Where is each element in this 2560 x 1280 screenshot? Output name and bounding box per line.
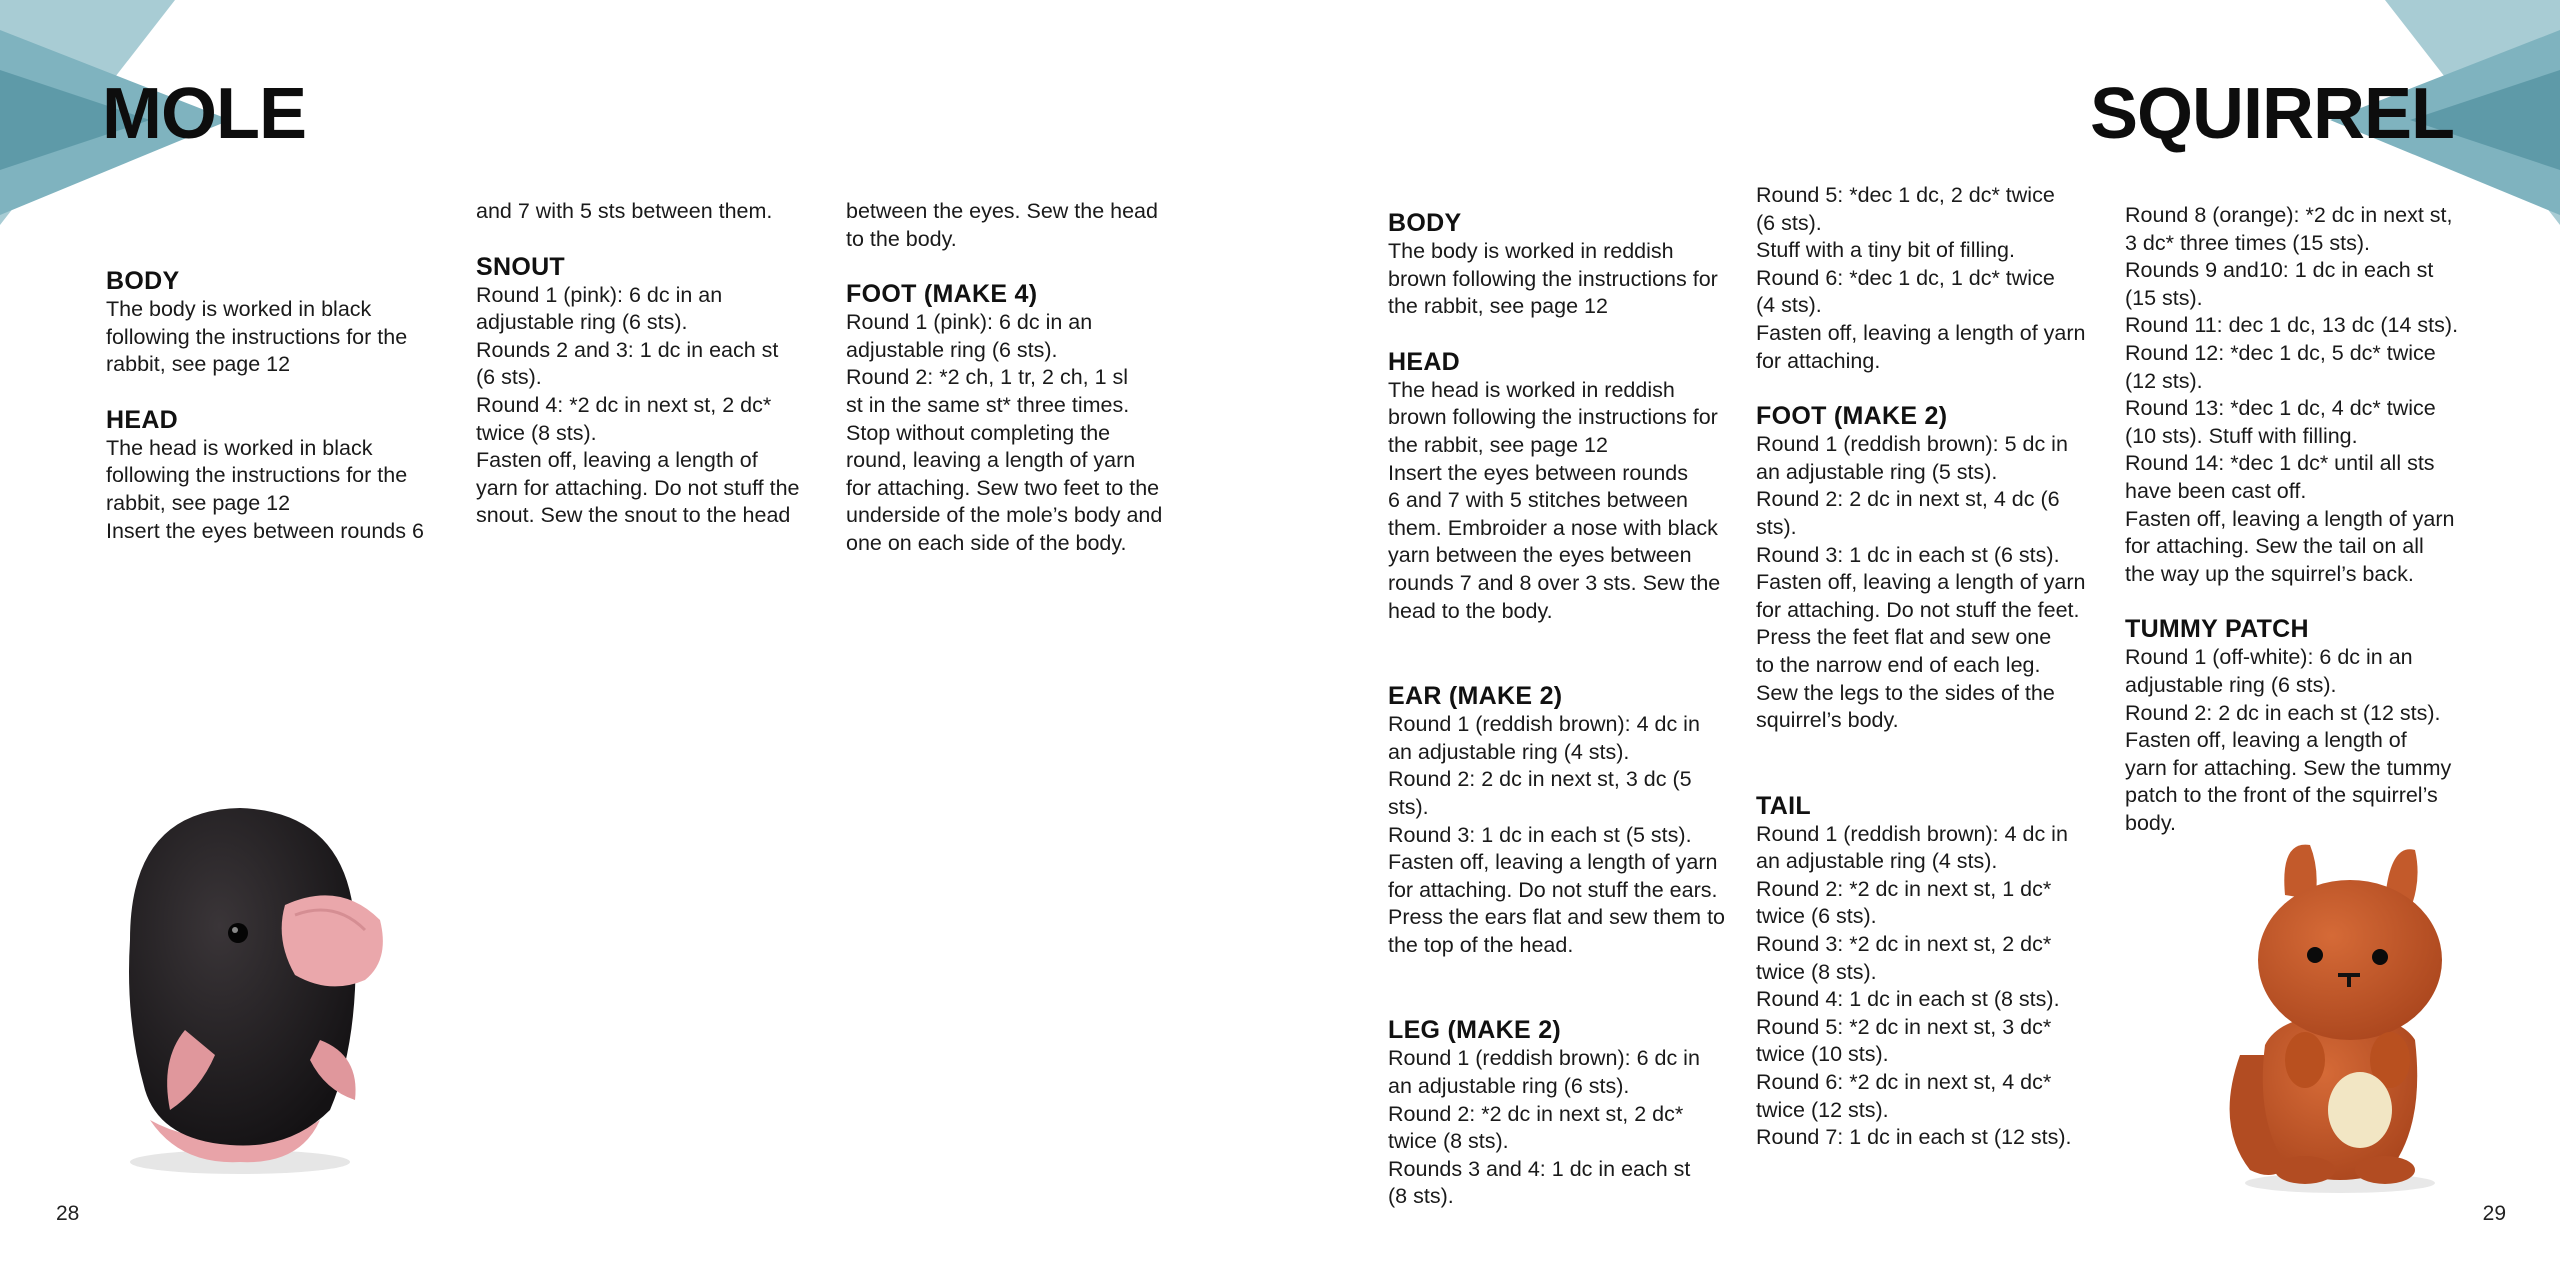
squirrel-photo [2210,825,2470,1195]
section-text-tail-continued: Round 8 (orange): *2 dc in next st, 3 dc* three times (15 sts). Rounds 9 and10: 1 dc in each st (15 sts). Round 11: dec 1 dc, 13 dc (14 sts). Round 12: *dec 1 dc, 5 dc* twice (12 sts). Round 13: *dec 1 dc, 4 dc* twice (10 sts). Stuff with filling. Round 14: *dec 1 dc* until all sts have been cast off. Fasten off, leaving a length of yarn for attaching. Sew the tail on all the way up the squirrel’s back. [2125,203,2459,586]
section-text-leg-continued: Round 5: *dec 1 dc, 2 dc* twice (6 sts). Stuff with a tiny bit of filling. Round 6: *dec 1 dc, 1 dc* twice (4 sts). Fasten off, leaving a length of yarn for attaching. [1756,183,2086,373]
section-heading-foot: FOOT (MAKE 2) [1756,402,1948,431]
mole-column-3 [846,198,1206,558]
section-heading-tail: TAIL [1756,791,1811,820]
section-text-snout: Round 1 (pink): 6 dc in an adjustable ring (6 sts). Rounds 2 and 3: 1 dc in each st (6 sts). Round 4: *2 dc in next st, 2 dc* twice (8 sts). Fasten off, leaving a length of yarn for attaching. Do not stuff the snout. Sew the snout to the head [476,282,800,528]
section-heading-body: BODY [1388,209,1462,237]
section-text-leg: Round 1 (reddish brown): 6 dc in an adjustable ring (6 sts). Round 2: *2 dc in next st, 2 dc* twice (8 sts). Rounds 3 and 4: 1 dc in each st (8 sts). [1388,1046,1700,1209]
page-number: 28 [56,1202,80,1225]
section-heading-ear: EAR (MAKE 2) [1388,682,1563,711]
section-heading-snout: SNOUT [476,252,565,281]
section-text-head: The head is worked in black following the instructions for the rabbit, see page 12 Insert the eyes between rounds 6 [106,435,424,543]
page-title: MOLE [102,74,306,154]
section-text-head: The head is worked in reddish brown following the instructions for the rabbit, see page 12 Insert the eyes between rounds 6 and 7 with 5 stitches between them. Embroider a nose with black yarn between the eyes between rounds 7 and 8 over 3 sts. Sew the head to the body. [1388,377,1721,623]
squirrel-column-1 [1388,208,1728,1211]
mole-column-2 [476,198,816,530]
section-text-foot: Round 1 (reddish brown): 5 dc in an adjustable ring (5 sts). Round 2: 2 dc in next st, 4 dc (6 sts). Round 3: 1 dc in each st (6 sts). Fasten off, leaving a length of yarn for attaching. Do not stuff the feet. Press the feet flat and sew one to the narrow end of each leg. Sew the legs to the sides of the squirrel’s body. [1756,432,2086,733]
right-page [1280,0,2560,1280]
section-text-body: The body is worked in black following the instructions for the rabbit, see page 12 [106,297,408,377]
section-text-tummy-patch: Round 1 (off-white): 6 dc in an adjustable ring (6 sts). Round 2: 2 dc in each st (12 sts). Fasten off, leaving a length of yarn for attaching. Sew the tummy patch to the front of the squirrel’s body. [2125,645,2452,835]
section-text-ear: Round 1 (reddish brown): 4 dc in an adjustable ring (4 sts). Round 2: 2 dc in next st, 3 dc (5 sts). Round 3: 1 dc in each st (5 sts). Fasten off, leaving a length of yarn for attaching. Do not stuff the ears. Press the ears flat and sew them to the top of the head. [1388,712,1725,957]
section-text-tail: Round 1 (reddish brown): 4 dc in an adjustable ring (4 sts). Round 2: *2 dc in next st, 1 dc* twice (6 sts). Round 3: *2 dc in next st, 2 dc* twice (8 sts). Round 4: 1 dc in each st (8 sts). Round 5: *2 dc in next st, 3 dc* twice (10 sts). Round 6: *2 dc in next st, 4 dc* twice (12 sts). Round 7: 1 dc in each st (12 sts). [1756,821,2072,1150]
squirrel-column-2 [1756,182,2106,1152]
page-number: 29 [2482,1202,2506,1225]
mole-column-1 [106,266,436,545]
section-heading-head: HEAD [1388,347,1461,376]
squirrel-column-3 [2125,202,2485,837]
section-text-body: The body is worked in reddish brown following the instructions for the rabbit, see page 12 [1388,239,1718,319]
section-heading-tummy-patch: TUMMY PATCH [2125,615,2309,644]
page-title: SQUIRREL [2089,74,2454,154]
section-text-snout-continued: between the eyes. Sew the head to the body. [846,199,1158,251]
section-text-foot: Round 1 (pink): 6 dc in an adjustable ring (6 sts). Round 2: *2 ch, 1 tr, 2 ch, 1 sl st in the same st* three times. Stop without completing the round, leaving a length of yarn for attaching. Sew two feet to the underside of the mole’s body and one on each side of the body. [846,310,1163,555]
section-heading-body: BODY [106,267,180,295]
section-text-head-continued: and 7 with 5 sts between them. [476,199,773,223]
section-heading-foot: FOOT (MAKE 4) [846,280,1038,309]
section-heading-leg: LEG (MAKE 2) [1388,1016,1562,1045]
mole-photo [90,790,410,1180]
section-heading-head: HEAD [106,405,179,434]
